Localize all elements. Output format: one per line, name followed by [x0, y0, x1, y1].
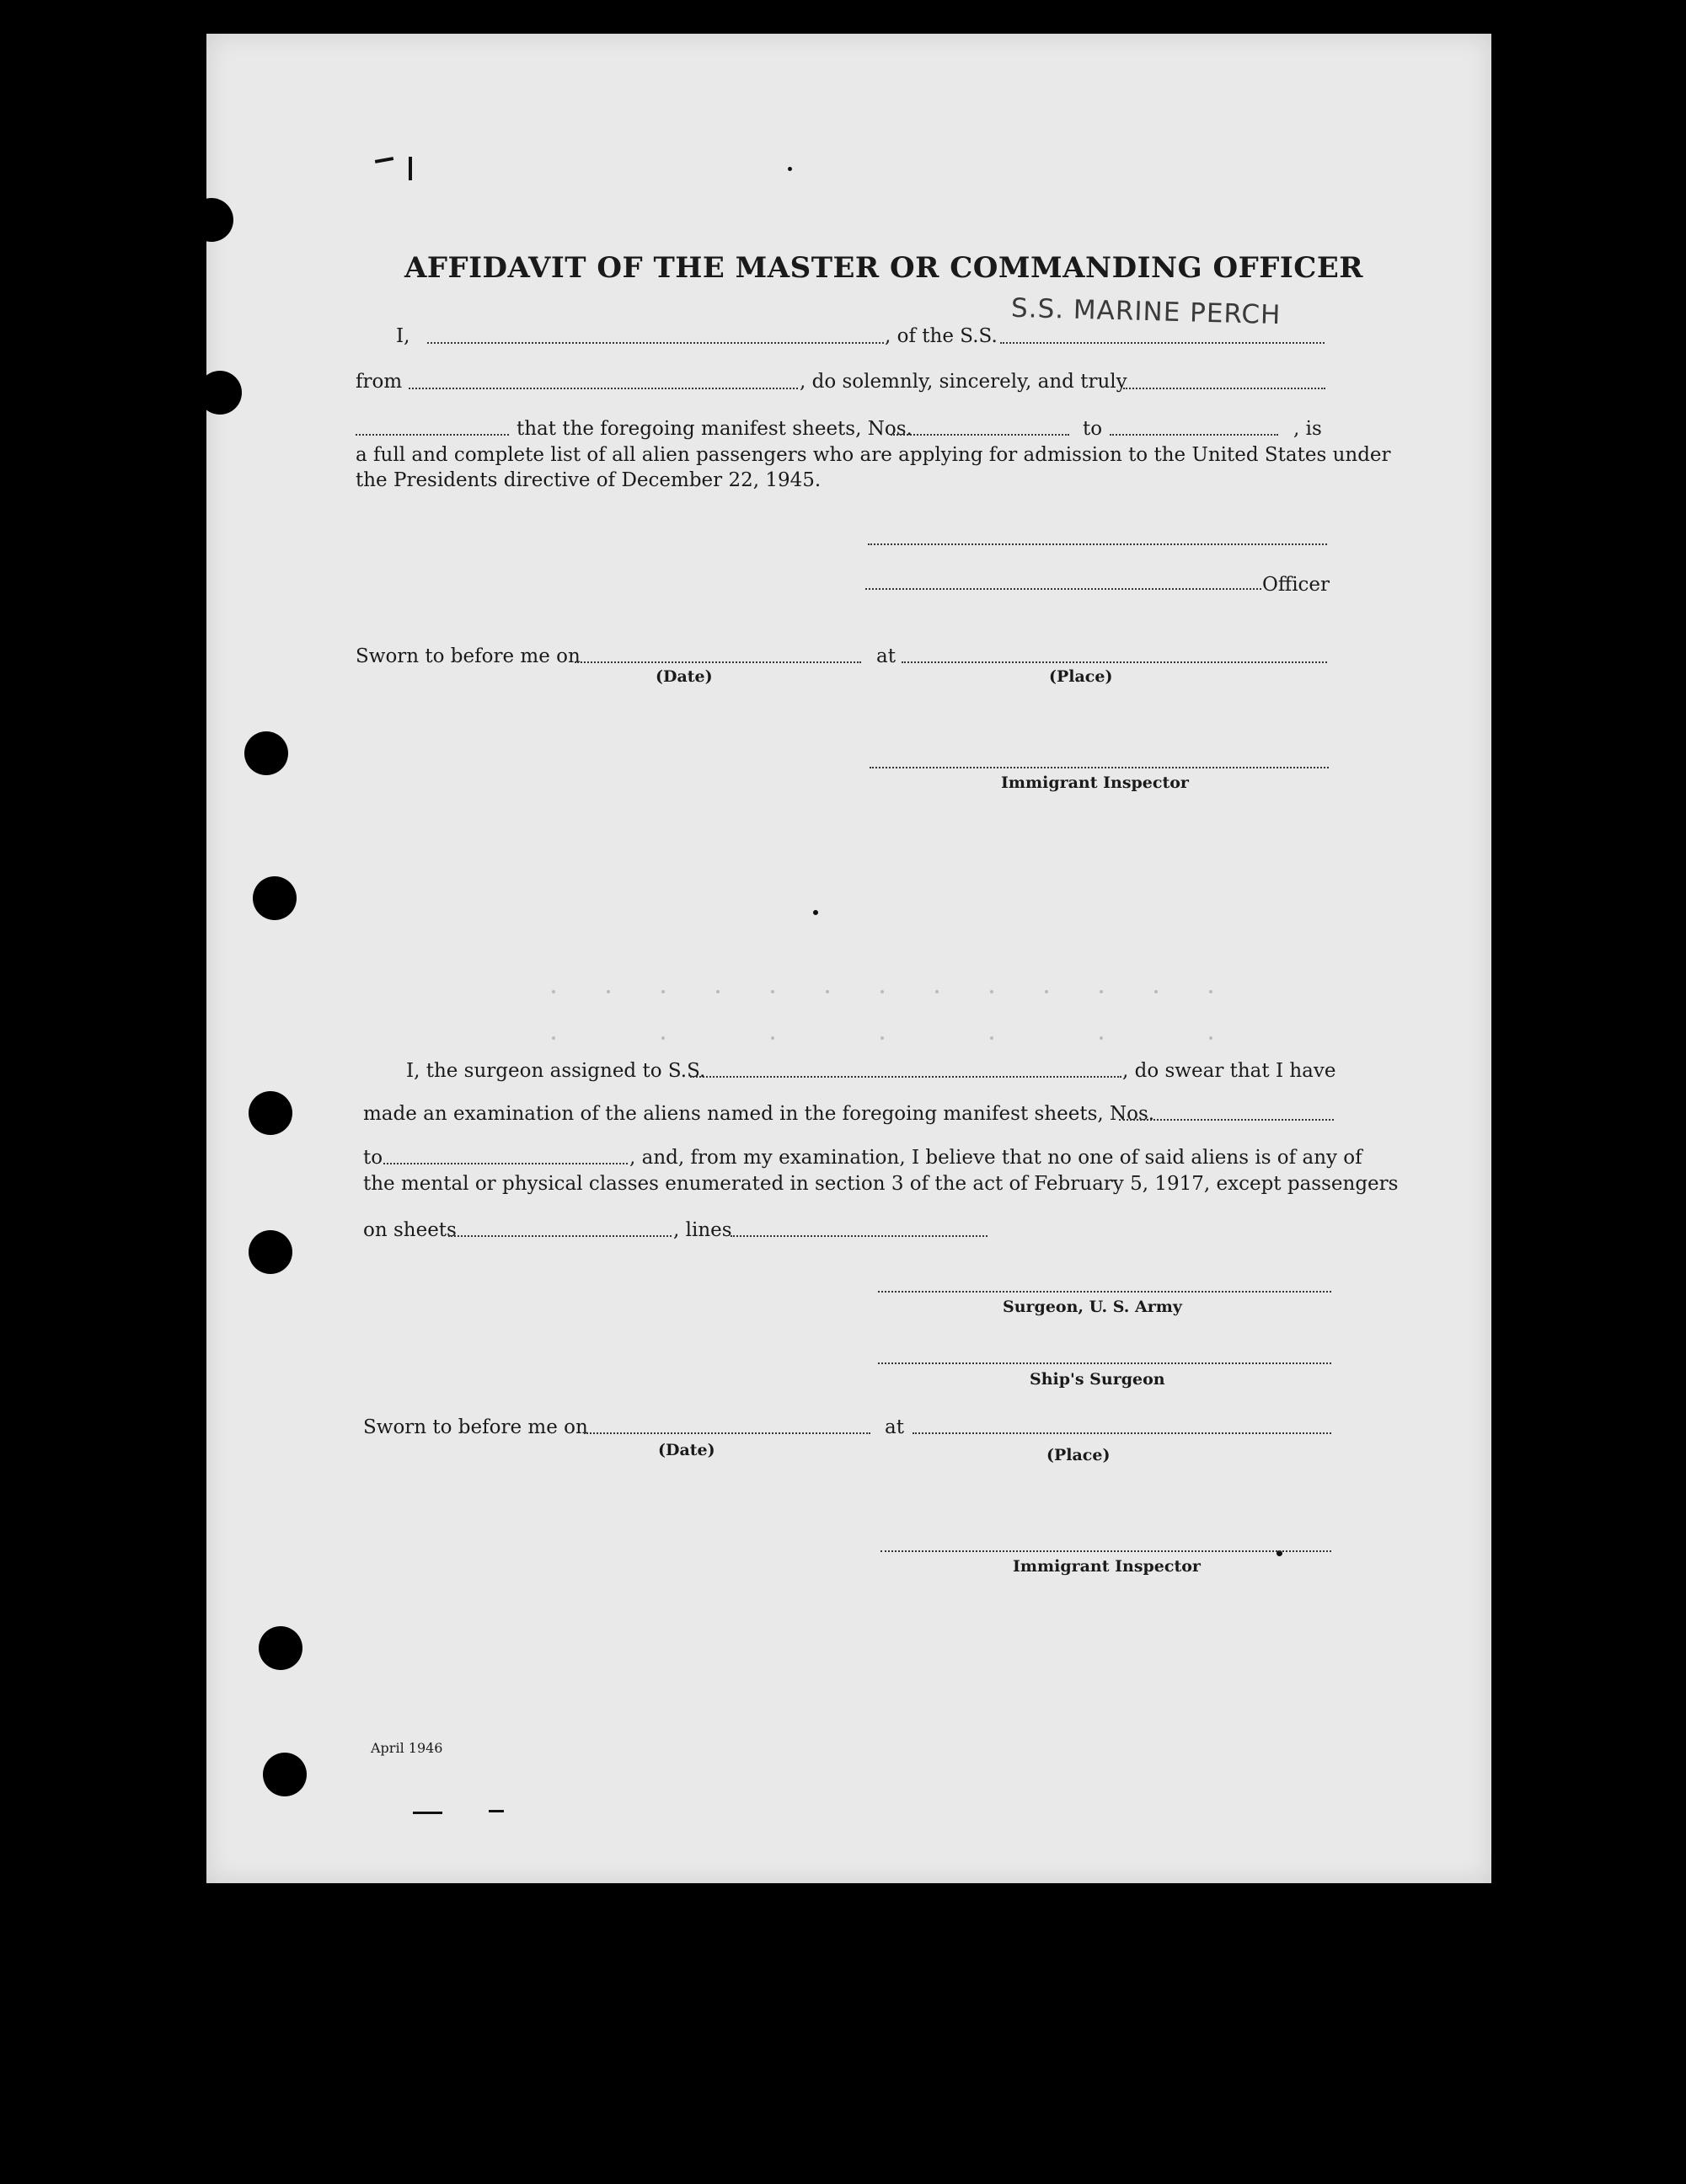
- faint-mark: [661, 990, 665, 993]
- manifest-from-field[interactable]: [891, 434, 1069, 436]
- ship-name-stamp: S.S. MARINE PERCH: [1010, 292, 1282, 331]
- surgeon-line5-mid: , lines: [673, 1219, 732, 1241]
- master-line3-end: , is: [1293, 418, 1322, 440]
- faint-mark: [1209, 1036, 1212, 1040]
- officer-signature-line-2[interactable]: [865, 588, 1261, 590]
- master-line2-mid: , do solemnly, sincerely, and truly: [800, 371, 1127, 393]
- surgeon-line1-end: , do swear that I have: [1122, 1060, 1336, 1082]
- faint-mark: [661, 1036, 665, 1040]
- surgeon-ship-field[interactable]: [690, 1076, 1121, 1078]
- ships-surgeon-signature[interactable]: [878, 1362, 1331, 1364]
- punch-hole: [253, 876, 297, 920]
- stray-mark: [489, 1810, 504, 1812]
- excepted-lines-field[interactable]: [731, 1235, 988, 1237]
- document-page: [206, 34, 1491, 1883]
- oath-continuation-field[interactable]: [356, 434, 509, 436]
- faint-mark: [771, 990, 774, 993]
- faint-mark: [1045, 990, 1048, 993]
- master-sworn-date-field[interactable]: [575, 661, 861, 663]
- faint-mark: [552, 990, 555, 993]
- surgeon-manifest-to-field[interactable]: [383, 1163, 628, 1164]
- army-surgeon-label: Surgeon, U. S. Army: [1003, 1298, 1182, 1316]
- surgeon-sworn-label: Sworn to before me on: [363, 1416, 588, 1438]
- master-sworn-place-field[interactable]: [902, 661, 1327, 663]
- faint-mark: [990, 1036, 993, 1040]
- surgeon-sworn-place-field[interactable]: [913, 1432, 1331, 1434]
- officer-label: Officer: [1262, 574, 1330, 596]
- master-line5: the Presidents directive of December 22, 1945.: [356, 469, 822, 491]
- faint-mark: [716, 990, 720, 993]
- army-surgeon-signature[interactable]: [878, 1291, 1331, 1293]
- master-line1-mid: , of the S.S.: [885, 325, 998, 347]
- surgeon-line1-start: I, the surgeon assigned to S.S.: [406, 1060, 706, 1082]
- punch-hole: [198, 371, 242, 415]
- faint-mark: [880, 1036, 884, 1040]
- stray-mark: [813, 910, 818, 915]
- stray-mark: [413, 1812, 442, 1814]
- master-line2-start: from: [356, 371, 403, 393]
- punch-hole: [263, 1753, 307, 1796]
- oath-type-field[interactable]: [1123, 388, 1325, 389]
- surgeon-date-caption: (Date): [658, 1441, 715, 1459]
- excepted-sheets-field[interactable]: [448, 1235, 672, 1237]
- master-line3-to: to: [1083, 418, 1103, 440]
- faint-mark: [1100, 1036, 1103, 1040]
- surgeon-sworn-date-field[interactable]: [584, 1432, 870, 1434]
- master-date-caption: (Date): [656, 667, 713, 686]
- master-at-label: at: [876, 645, 896, 667]
- faint-mark: [935, 990, 939, 993]
- faint-mark: [990, 990, 993, 993]
- master-place-caption: (Place): [1049, 667, 1113, 686]
- master-line1-start: I,: [396, 325, 410, 347]
- punch-hole: [259, 1626, 302, 1670]
- surgeon-line4: the mental or physical classes enumerated in section 3 of the act of February 5, 1917, except passengers: [363, 1173, 1399, 1195]
- ships-surgeon-label: Ship's Surgeon: [1030, 1370, 1165, 1389]
- surgeon-at-label: at: [885, 1416, 904, 1438]
- form-date: April 1946: [371, 1740, 443, 1756]
- punch-hole: [190, 198, 233, 242]
- faint-mark: [826, 990, 829, 993]
- faint-mark: [1154, 990, 1158, 993]
- master-sworn-label: Sworn to before me on: [356, 645, 581, 667]
- faint-mark: [1100, 990, 1103, 993]
- stray-mark: [788, 167, 792, 171]
- faint-mark: [880, 990, 884, 993]
- document-title: AFFIDAVIT OF THE MASTER OR COMMANDING OFFICER: [404, 251, 1364, 285]
- faint-mark: [552, 1036, 555, 1040]
- surgeon-inspector-signature[interactable]: [880, 1550, 1331, 1552]
- manifest-to-field[interactable]: [1110, 434, 1278, 436]
- faint-mark: [607, 990, 610, 993]
- officer-signature-line-1[interactable]: [868, 543, 1327, 545]
- stray-mark: [409, 157, 412, 180]
- master-line4: a full and complete list of all alien passengers who are applying for admission to the United States under: [356, 444, 1391, 466]
- surgeon-line5-start: on sheets: [363, 1219, 457, 1241]
- surgeon-place-caption: (Place): [1046, 1446, 1111, 1464]
- faint-mark: [1209, 990, 1212, 993]
- faint-mark: [771, 1036, 774, 1040]
- surgeon-line3-start: to: [363, 1147, 383, 1169]
- punch-hole: [249, 1091, 292, 1135]
- ship-name-field[interactable]: [1000, 342, 1325, 344]
- master-line3-mid: that the foregoing manifest sheets, Nos.: [517, 418, 913, 440]
- from-port-field[interactable]: [409, 388, 798, 389]
- surgeon-line2: made an examination of the aliens named in the foregoing manifest sheets, Nos.: [363, 1103, 1155, 1125]
- punch-hole: [249, 1230, 292, 1274]
- surgeon-inspector-label: Immigrant Inspector: [1013, 1557, 1201, 1576]
- stray-mark: [375, 157, 393, 163]
- surgeon-line3-end: , and, from my examination, I believe that no one of said aliens is of any of: [629, 1147, 1362, 1169]
- punch-hole: [244, 731, 288, 775]
- surgeon-manifest-from-field[interactable]: [1119, 1119, 1334, 1121]
- master-inspector-label: Immigrant Inspector: [1001, 774, 1189, 792]
- master-name-field[interactable]: [427, 342, 884, 344]
- master-inspector-signature[interactable]: [870, 767, 1329, 768]
